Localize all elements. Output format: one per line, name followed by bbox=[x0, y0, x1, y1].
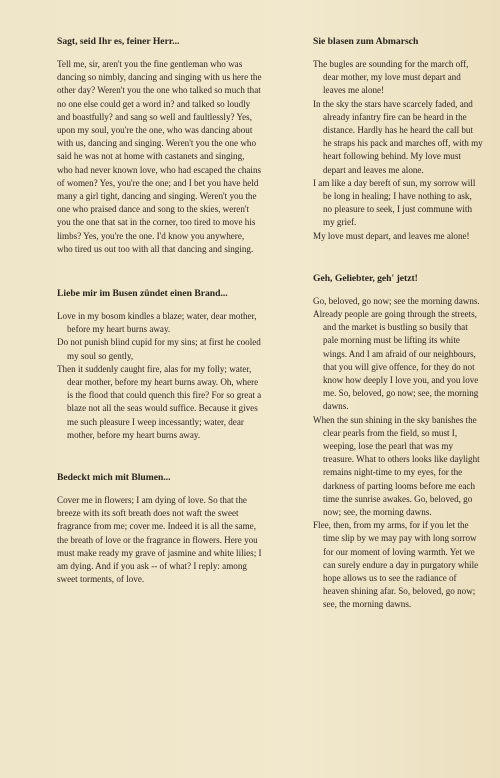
song-title: Bedeckt mich mit Blumen... bbox=[57, 472, 171, 484]
song-sie-blasen bbox=[313, 36, 483, 243]
left-column bbox=[57, 36, 262, 600]
song-line: The bugles are sounding for the march off, dear mother, my love must depart and leaves me alone! bbox=[313, 58, 469, 96]
song-line: Do not punish blind cupid for my sins; at first he cooled my soul so gently, bbox=[57, 337, 261, 361]
song-text bbox=[57, 310, 262, 442]
right-column bbox=[313, 36, 483, 626]
song-line: In the sky the stars have scarcely faded, and already infantry fire can be heard in the distance. Hardly has he heard the call but he straps his pack and marches off, with my heart following behind. My love must depart and leaves me alone. bbox=[313, 98, 483, 175]
song-bedeckt bbox=[57, 472, 262, 586]
song-title: Liebe mir im Busen zündet einen Brand... bbox=[57, 288, 228, 300]
song-geh bbox=[313, 273, 483, 612]
song-line: I am like a day bereft of sun, my sorrow will be long in healing; I have nothing to ask, no pleasure to seek, I just commune with my grief. bbox=[313, 177, 476, 228]
song-title: Geh, Geliebter, geh' jetzt! bbox=[313, 272, 418, 284]
song-line: Go, beloved, go now; see the morning dawns. bbox=[313, 295, 480, 306]
song-paragraph: Tell me, sir, aren't you the fine gentleman who was dancing so nimbly, dancing and singing with us here the other day? Weren't you the one who talked so much that no one else could get a word in? and talked so loudly and boastfully? and sang so well and faultlessly? Yes, upon my soul, you're the one, who was dancing about with us, dancing and singing. Weren't you the one who said he was not at home with castanets and singing, who had never known love, who had escaped the chains of women? Yes, you're the one; and I bet you have held many a girl tight, dancing and singing. Weren't you the one who praised dance and song to the skies, weren't you the one that sat in the corner, too tired to move his limbs? Yes, you're the one. I'd know you anywhere, who tired us out too with all that dancing and singing. bbox=[57, 58, 262, 254]
song-text bbox=[313, 295, 483, 612]
song-line: When the sun shining in the sky banishes the clear pearls from the field, so must I, weeping, lose the pearl that was my treasure. What to others looks like daylight remains night-time to my eyes, for the darkness of parting looms before me each time the sunrise awakes. Go, beloved, go now; see, the morning dawns. bbox=[313, 414, 480, 518]
song-text bbox=[57, 58, 262, 256]
song-paragraph: Cover me in flowers; I am dying of love. So that the breeze with its soft breath does not waft the sweet fragrance from me; cover me. Indeed it is all the same, the breath of love or the fragrance in flowers. Here you must make ready my grave of jasmine and white lilies; I am dying. And if you ask -- of what? I reply: among sweet torments, of love. bbox=[57, 495, 262, 585]
song-text bbox=[57, 494, 262, 586]
song-title: Sagt, seid Ihr es, feiner Herr... bbox=[57, 36, 180, 47]
song-line: Already people are going through the streets, and the market is bustling so busily that pale morning must be lifting its white wings. And I am afraid of our neighbours, that you will give offence, for they do not know how deeply I love you, and you love me. So, beloved, go now; see, the morning dawns. bbox=[313, 309, 479, 412]
song-text bbox=[313, 58, 483, 243]
song-title: Sie blasen zum Abmarsch bbox=[313, 36, 419, 47]
song-sagt bbox=[57, 36, 262, 256]
song-line: Then it suddenly caught fire, alas for my folly; water, dear mother, before my heart burns away. Oh, where is the flood that could quench this fire? For so great a blaze not all the seas would suffice. Because it gives me such pleasure I weep incessantly; water, dear mother, before my heart burns away. bbox=[57, 363, 262, 440]
song-line: Love in my bosom kindles a blaze; water, dear mother, before my heart burns away. bbox=[57, 311, 257, 335]
song-line: Flee, then, from my arms, for if you let the time slip by we may pay with long sorrow for our moment of loving warmth. Yet we can surely endure a day in purgatory while hope allows us to see the radiance of heaven shining afar. So, beloved, go now; see, the morning dawns. bbox=[313, 520, 479, 610]
song-liebe bbox=[57, 288, 262, 442]
song-line: My love must depart, and leaves me alone! bbox=[313, 230, 470, 241]
